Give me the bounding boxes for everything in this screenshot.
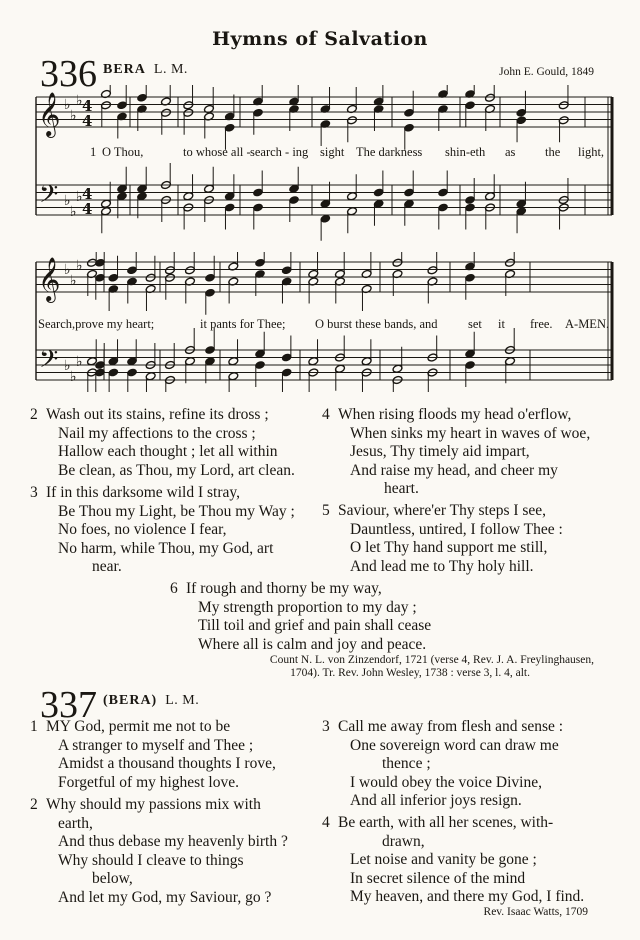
lyric-syllable: shin-eth bbox=[445, 145, 486, 159]
verse-2 bbox=[30, 796, 315, 908]
verse-line: Why should my passions mix with bbox=[46, 796, 261, 813]
lyric-syllable: set bbox=[468, 317, 482, 331]
hymn-number: 337 bbox=[40, 684, 97, 726]
verse-4 bbox=[322, 406, 617, 499]
flat-icon: ♭ bbox=[76, 93, 83, 109]
lyric-syllable: search - ing bbox=[250, 145, 309, 159]
verse-line: My heaven, and there my God, I find. bbox=[350, 888, 585, 906]
verse-line: Nail my affections to the cross ; bbox=[58, 424, 256, 442]
verse-line: My strength proportion to my day ; bbox=[198, 598, 417, 616]
verse-line: Saviour, where'er Thy steps I see, bbox=[338, 502, 547, 519]
flat-icon: ♭ bbox=[70, 273, 77, 289]
verse-line: earth, bbox=[58, 814, 93, 832]
verse-3 bbox=[322, 718, 617, 811]
verse-2 bbox=[30, 406, 315, 480]
verse-1 bbox=[30, 718, 315, 792]
verse-line: And all inferior joys resign. bbox=[350, 792, 522, 810]
lyric-underlay-2 bbox=[0, 317, 640, 333]
tune-line bbox=[103, 62, 188, 78]
verse-line: Till toil and grief and pain shall cease bbox=[198, 617, 432, 635]
lyric-syllable: 1 bbox=[90, 145, 97, 159]
lyric-syllable: it pants for Thee; bbox=[200, 317, 286, 331]
verse-line: In secret silence of the mind bbox=[350, 869, 526, 887]
lyric-syllable: as bbox=[505, 145, 516, 159]
verse-number: 2 bbox=[30, 796, 38, 813]
lyric-underlay-1 bbox=[0, 145, 640, 161]
flat-icon: ♭ bbox=[76, 189, 83, 205]
flat-icon: ♭ bbox=[76, 258, 83, 274]
bass-clef-icon: 𝄢 bbox=[39, 345, 59, 380]
verse-line: Where all is calm and joy and peace. bbox=[198, 635, 427, 653]
tune-name: BERA bbox=[103, 62, 146, 77]
flat-icon: ♭ bbox=[70, 108, 77, 124]
flat-icon: ♭ bbox=[64, 97, 71, 113]
attribution-line: Count N. L. von Zinzendorf, 1721 (verse 4, Rev. J. A. Freylinghausen, bbox=[269, 654, 594, 666]
verse-number: 5 bbox=[322, 502, 330, 519]
verse-line: And lead me to Thy holy hill. bbox=[350, 557, 534, 575]
lyric-syllable: it bbox=[498, 317, 505, 331]
attribution-337: Rev. Isaac Watts, 1709 bbox=[483, 906, 588, 918]
flat-icon: ♭ bbox=[76, 354, 83, 370]
verse-4 bbox=[322, 814, 617, 907]
verse-number: 3 bbox=[30, 484, 38, 501]
verse-line: drawn, bbox=[382, 832, 425, 850]
verse-line: near. bbox=[92, 558, 122, 576]
lyric-syllable: to whose all - bbox=[183, 145, 251, 159]
verse-line: A stranger to myself and Thee ; bbox=[58, 736, 254, 754]
verse-line: Be earth, with all her scenes, with- bbox=[338, 814, 554, 831]
meter: L. M. bbox=[165, 693, 200, 708]
verse-number: 4 bbox=[322, 406, 330, 423]
attribution-line: 1704). Tr. Rev. John Wesley, 1738 : verse 3, l. 4, alt. bbox=[290, 667, 530, 679]
verse-line: Why should I cleave to things bbox=[58, 851, 244, 869]
lyric-syllable: sight bbox=[320, 145, 345, 159]
verse-5 bbox=[322, 502, 617, 576]
bass-clef-icon: 𝄢 bbox=[39, 180, 59, 215]
verse-number: 6 bbox=[170, 580, 178, 597]
verse-line: If rough and thorny be my way, bbox=[186, 580, 382, 597]
hymn-number: 336 bbox=[40, 53, 97, 95]
verse-line: Be Thou my Light, be Thou my Way ; bbox=[58, 502, 295, 520]
lyric-syllable: free. bbox=[530, 317, 553, 331]
treble-clef-icon: 𝄞 bbox=[38, 257, 61, 301]
verse-line: When rising floods my head o'erflow, bbox=[338, 406, 572, 423]
time-signature-treble: 4 bbox=[82, 97, 93, 115]
lyric-syllable: The darkness bbox=[356, 145, 423, 159]
verse-3 bbox=[30, 484, 315, 577]
verse-line: Forgetful of my highest love. bbox=[58, 773, 239, 791]
verse-line: thence ; bbox=[382, 755, 431, 773]
verse-line: Call me away from flesh and sense : bbox=[338, 718, 564, 735]
treble-clef-icon: 𝄞 bbox=[38, 92, 61, 136]
time-signature-treble: 4 bbox=[82, 112, 93, 130]
flat-icon: ♭ bbox=[70, 369, 77, 385]
verse-line: When sinks my heart in waves of woe, bbox=[350, 424, 591, 442]
lyric-syllable: the bbox=[545, 145, 561, 159]
verse-line: Dauntless, untired, I follow Thee : bbox=[350, 520, 563, 538]
lyric-syllable: A-MEN. bbox=[565, 317, 610, 331]
verse-number: 4 bbox=[322, 814, 330, 831]
verse-line: O let Thy hand support me still, bbox=[350, 539, 548, 557]
verse-line: Jesus, Thy timely aid impart, bbox=[350, 443, 530, 461]
verse-line: Let noise and vanity be gone ; bbox=[350, 851, 537, 869]
verse-line: And raise my head, and cheer my bbox=[350, 461, 558, 479]
verse-line: Be clean, as Thou, my Lord, art clean. bbox=[58, 461, 295, 479]
tune-line bbox=[103, 693, 199, 709]
lyric-syllable: light, bbox=[578, 145, 605, 159]
verse-line: Wash out its stains, refine its dross ; bbox=[46, 406, 269, 423]
time-signature-bass: 4 bbox=[82, 200, 93, 218]
verse-line: I would obey the voice Divine, bbox=[350, 773, 542, 791]
meter: L. M. bbox=[153, 62, 188, 77]
lyric-syllable: Search,prove my heart; bbox=[38, 317, 155, 331]
flat-icon: ♭ bbox=[64, 193, 71, 209]
flat-icon: ♭ bbox=[64, 358, 71, 374]
attribution-336 bbox=[270, 654, 594, 680]
verse-line: MY God, permit me not to be bbox=[46, 718, 231, 735]
time-signature-bass: 4 bbox=[82, 185, 93, 203]
verse-line: Hallow each thought ; let all within bbox=[58, 443, 278, 461]
tune-name: (BERA) bbox=[103, 693, 158, 708]
verse-number: 2 bbox=[30, 406, 38, 423]
verse-line: heart. bbox=[384, 480, 419, 498]
verse-6 bbox=[170, 580, 490, 654]
verse-line: below, bbox=[92, 870, 133, 888]
music-system-1 bbox=[0, 85, 640, 245]
verse-line: If in this darksome wild I stray, bbox=[46, 484, 240, 501]
verse-number: 1 bbox=[30, 718, 38, 735]
verse-line: And let my God, my Saviour, go ? bbox=[58, 888, 272, 906]
page-title: Hymns of Salvation bbox=[212, 28, 428, 50]
flat-icon: ♭ bbox=[64, 262, 71, 278]
verse-line: And thus debase my heavenly birth ? bbox=[58, 833, 288, 851]
verse-number: 3 bbox=[322, 718, 330, 735]
verse-line: No harm, while Thou, my God, art bbox=[58, 539, 274, 557]
verse-line: One sovereign word can draw me bbox=[350, 736, 559, 754]
verse-line: No foes, no violence I fear, bbox=[58, 521, 227, 539]
composer-credit: John E. Gould, 1849 bbox=[499, 66, 594, 78]
verse-line: Amidst a thousand thoughts I rove, bbox=[58, 755, 276, 773]
lyric-syllable: O burst these bands, and bbox=[315, 317, 438, 331]
lyric-syllable: O Thou, bbox=[102, 145, 144, 159]
flat-icon: ♭ bbox=[70, 204, 77, 220]
